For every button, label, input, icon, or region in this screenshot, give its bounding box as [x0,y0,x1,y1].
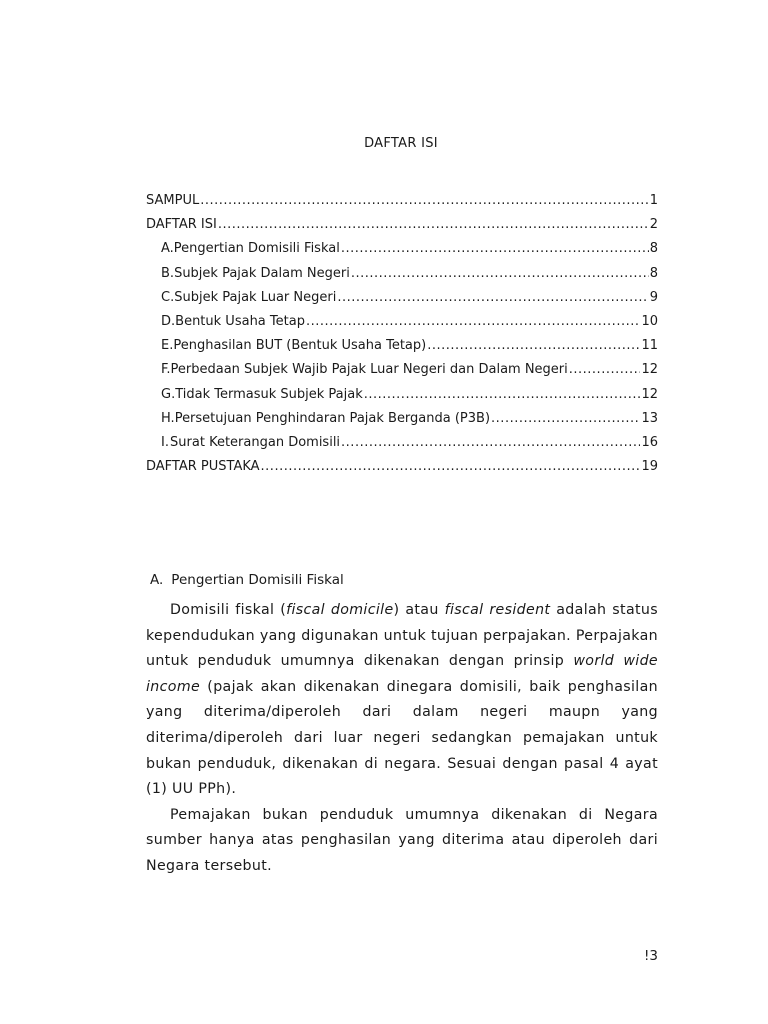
toc-page-number: 9 [649,289,658,305]
toc-leader-dots [200,193,649,208]
toc-entry-letter: F. [161,362,171,378]
toc-entry-text: Pengertian Domisili Fiskal [173,241,340,257]
toc-page-number: 2 [649,217,658,233]
toc-leader-dots [218,217,649,232]
toc-page-number: 19 [641,459,658,475]
toc-entry-c[interactable] [146,290,658,314]
toc-page-number: 11 [641,338,658,354]
toc-entry-text: Perbedaan Subjek Wajib Pajak Luar Negeri dan Dalam Negeri [170,362,568,378]
toc-page-number: 8 [649,265,658,281]
toc-leader-dots [306,314,641,329]
toc-entry-daftar-isi[interactable] [146,217,658,241]
toc-leader-dots [569,362,641,377]
toc-page-number: 13 [641,410,658,426]
section-heading-text: Pengertian Domisili Fiskal [171,572,344,588]
toc-entry-d[interactable] [146,314,658,338]
toc-title: DAFTAR ISI [364,136,438,151]
paragraph-text: Domisili fiskal ( [170,602,287,618]
toc-page-number: 12 [641,362,658,378]
toc-entry-b[interactable] [146,266,658,290]
toc-entry-i[interactable] [146,435,658,459]
toc-entry-letter: H. [161,410,175,426]
toc-leader-dots [351,266,649,281]
italic-term: fiscal resident [444,602,551,618]
toc-entry-letter: G. [161,386,176,402]
toc-entry-a[interactable] [146,241,658,265]
toc-page-number: 10 [641,313,658,329]
page-number: !3 [643,948,658,964]
toc-entry-text: SAMPUL [146,193,200,208]
toc-leader-dots [341,435,640,450]
toc-entry-sampul[interactable] [146,193,658,217]
section-heading [150,572,344,588]
toc-entry-g[interactable] [146,387,658,411]
toc-entry-text: DAFTAR PUSTAKA [146,459,260,475]
toc-entry-letter: I. [161,434,169,450]
paragraph-2: Pemajakan bukan penduduk umumnya dikenakan di Negara sumber hanya atas penghasilan yang diterima atau diperoleh dari Negara tersebut. [146,806,658,874]
toc-page-number: 8 [649,241,658,257]
toc-entry-text: Subjek Pajak Luar Negeri [174,289,337,305]
paragraph-1 [146,598,658,803]
toc-entry-text: DAFTAR ISI [146,217,217,233]
toc-entry-letter: B. [161,265,175,281]
toc-leader-dots [491,411,640,426]
toc-entry-letter: D. [161,313,176,329]
toc-entry-letter: A. [161,241,174,257]
toc-entry-text: Bentuk Usaha Tetap [175,313,305,329]
toc-entry-text: Tidak Termasuk Subjek Pajak [175,386,363,402]
toc-leader-dots [364,387,641,402]
toc-entry-letter: C. [161,289,175,305]
toc-entry-letter: E. [161,338,174,354]
toc-entry-text: Penghasilan BUT (Bentuk Usaha Tetap) [173,338,427,354]
toc-page-number: 16 [641,434,658,450]
toc-leader-dots [261,459,641,474]
toc-leader-dots [427,338,640,353]
toc-entry-h[interactable] [146,411,658,435]
section-heading-letter: A. [150,572,164,588]
paragraph-text: adalah status kependudukan yang digunakan untuk tujuan perpajakan. Perpajakan untuk penduduk umumnya dikenakan dengan prinsip [146,602,658,670]
italic-term: world wide income [146,653,659,695]
section-body [146,598,658,880]
toc-entry-e[interactable] [146,338,658,362]
italic-term: fiscal domicile [286,602,394,618]
toc-entry-text: Surat Keterangan Domisili [170,434,341,450]
table-of-contents [146,193,658,483]
paragraph-text: ) atau [393,602,445,618]
paragraph-text: (pajak akan dikenakan dinegara domisili, baik penghasilan yang diterima/diperoleh dari dalam negeri maupn yang diterima/diperoleh dari luar negeri sedangkan pemajakan untuk bukan penduduk, dikenakan di negara. Sesuai dengan pasal 4 ayat (1) UU PPh). [146,678,658,798]
toc-entry-text: Persetujuan Penghindaran Pajak Berganda (P3B) [174,410,491,426]
toc-page-number: 12 [641,386,658,402]
toc-leader-dots [341,241,649,256]
toc-entry-text: Subjek Pajak Dalam Negeri [174,265,350,281]
toc-page-number: 1 [649,193,658,208]
toc-entry-daftar-pustaka[interactable] [146,459,658,483]
toc-leader-dots [337,290,648,305]
toc-entry-f[interactable] [146,362,658,386]
